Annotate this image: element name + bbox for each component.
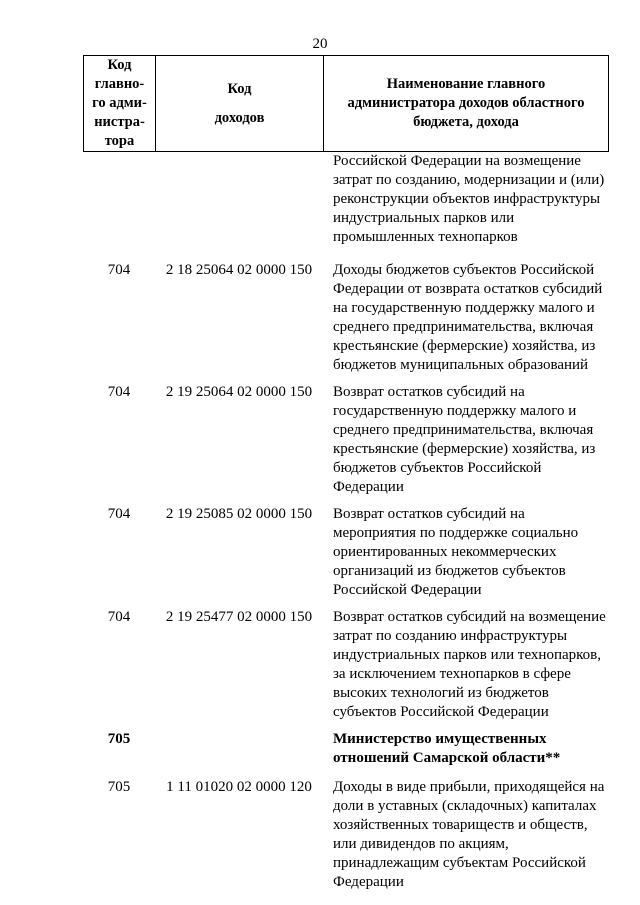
- name-cell: [323, 608, 609, 722]
- page-number: 20: [312, 36, 328, 52]
- table-row: [83, 608, 609, 722]
- name-line: отношений Самарской области**: [333, 750, 561, 766]
- header-name: [324, 56, 609, 152]
- header-line: тора: [104, 133, 135, 149]
- name-line: Федерации: [333, 479, 404, 495]
- admin-code-cell: 705: [107, 731, 131, 747]
- header-line: главно-: [94, 76, 145, 92]
- table-row: [83, 505, 609, 600]
- name-line: организаций из бюджетов субъектов: [333, 563, 566, 579]
- header-income-code: [156, 56, 324, 152]
- header-line: Наименование главного: [386, 76, 546, 92]
- admin-code-cell: 704: [107, 262, 131, 278]
- table-row: [83, 152, 609, 247]
- header-line: бюджета, дохода: [413, 114, 519, 130]
- name-line: бюджетов субъектов Российской: [333, 460, 542, 476]
- name-line: индустриальных парков или: [333, 210, 515, 226]
- name-line: бюджетов муниципальных образований: [333, 357, 589, 373]
- name-line: среднего предпринимательства, включая: [333, 422, 594, 438]
- header-line: Код: [107, 57, 132, 73]
- name-line: субъектов Российской Федерации: [333, 704, 549, 720]
- header-line: го адми-: [92, 95, 147, 111]
- name-line: на государственную поддержку малого и: [333, 300, 595, 316]
- name-line: Доходы в виде прибыли, приходящейся на: [333, 779, 605, 795]
- name-line: Федерации от возврата остатков субсидий: [333, 281, 603, 297]
- header-admin-code: [84, 56, 156, 152]
- name-cell: [323, 505, 609, 600]
- income-code-cell: 1 11 01020 02 0000 120: [166, 779, 312, 795]
- income-code-cell: 2 19 25477 02 0000 150: [165, 609, 313, 625]
- name-line: Доходы бюджетов субъектов Российской: [333, 262, 595, 278]
- admin-code-cell: 705: [107, 779, 131, 795]
- table-row: [83, 778, 609, 892]
- name-line: Министерство имущественных: [333, 731, 547, 747]
- name-line: Российской Федерации на возмещение: [333, 153, 581, 169]
- income-code-cell: 2 19 25085 02 0000 150: [165, 506, 313, 522]
- name-line: Федерации: [333, 874, 404, 890]
- name-line: или дивидендов по акциям,: [333, 836, 509, 852]
- name-line: крестьянские (фермерские) хозяйства, из: [333, 441, 596, 457]
- name-line: мероприятия по поддержке социально: [333, 525, 579, 541]
- name-cell: [323, 730, 609, 768]
- name-line: затрат по созданию, модернизации и (или): [333, 172, 605, 188]
- name-cell: [323, 383, 609, 497]
- table-row: [83, 383, 609, 497]
- name-line: крестьянские (фермерские) хозяйства, из: [333, 338, 596, 354]
- name-cell: [323, 152, 609, 247]
- name-line: хозяйственных товариществ и обществ,: [333, 817, 588, 833]
- name-line: государственную поддержку малого и: [333, 403, 577, 419]
- name-line: реконструкции объектов инфраструктуры: [333, 191, 601, 207]
- name-line: промышленных технопарков: [333, 229, 518, 245]
- name-line: Российской Федерации: [333, 582, 482, 598]
- table-row-section: [83, 730, 609, 768]
- admin-code-cell: 704: [107, 506, 131, 522]
- name-line: Возврат остатков субсидий на: [333, 384, 525, 400]
- name-cell: [323, 778, 609, 892]
- name-line: индустриальных парков или технопарков,: [333, 647, 602, 663]
- name-line: принадлежащим субъектам Российской: [333, 855, 586, 871]
- name-line: доли в уставных (складочных) капиталах: [333, 798, 597, 814]
- name-line: среднего предпринимательства, включая: [333, 319, 594, 335]
- table-header: [83, 55, 609, 152]
- table-body: [83, 150, 609, 892]
- table-row: [83, 261, 609, 375]
- name-line: высоких технологий из бюджетов: [333, 685, 549, 701]
- name-line: затрат по созданию инфраструктуры: [333, 628, 568, 644]
- name-line: Возврат остатков субсидий на: [333, 506, 525, 522]
- name-cell: [323, 261, 609, 375]
- header-line: Код: [227, 80, 252, 97]
- name-line: Возврат остатков субсидий на возмещение: [333, 609, 606, 625]
- name-line: за исключением технопарков в сфере: [333, 666, 571, 682]
- header-line: администратора доходов областного: [347, 95, 585, 111]
- name-line: ориентированных некоммерческих: [333, 544, 557, 560]
- admin-code-cell: 704: [107, 609, 131, 625]
- income-code-cell: 2 18 25064 02 0000 150: [165, 262, 313, 278]
- admin-code-cell: 704: [107, 384, 131, 400]
- header-line: нистра-: [94, 114, 145, 130]
- header-line: доходов: [214, 109, 265, 126]
- income-code-cell: 2 19 25064 02 0000 150: [165, 384, 313, 400]
